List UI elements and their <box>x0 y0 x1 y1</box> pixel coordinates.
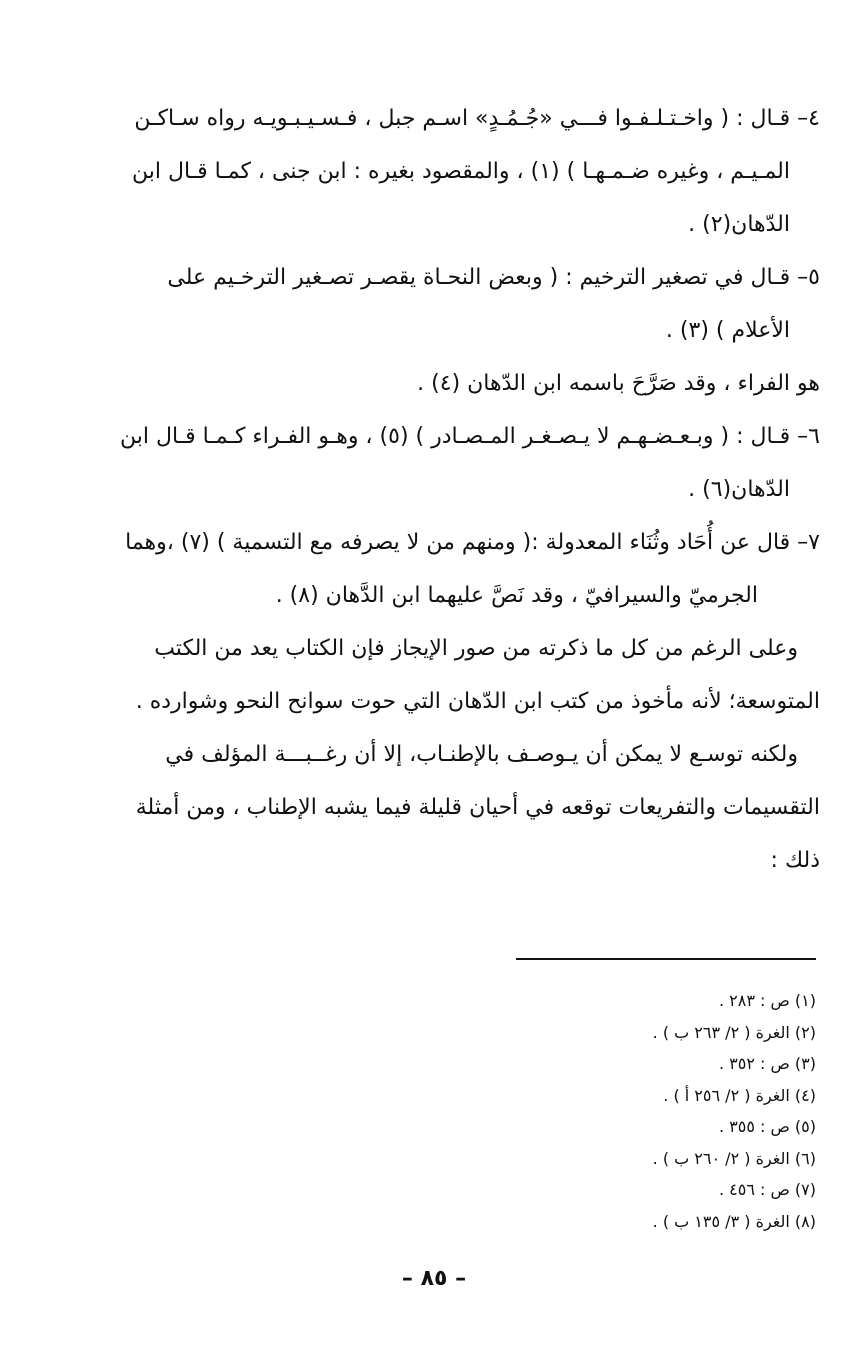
text-line: الأعلام ) (٣) . <box>665 318 790 343</box>
text-line: ولكنه توسـع لا يمكن أن يـوصـف بالإطنـاب، إلا أن رغــبـــة المؤلف في <box>165 742 798 767</box>
text-line: المتوسعة؛ لأنه مأخوذ من كتب ابن الدّهان التي حوت سوانح النحو وشوارده . <box>135 689 820 714</box>
text-line: المـيـم ، وغيره ضـمـهـا ) (١) ، والمقصود بغيره : ابن جنى ، كمـا قـال ابن <box>131 159 790 184</box>
text-line: وعلى الرغم من كل ما ذكرته من صور الإيجاز فإن الكتاب يعد من الكتب <box>154 636 798 661</box>
text-line: الدّهان(٦) . <box>688 477 790 502</box>
text-line: التقسيمات والتفريعات توقعه في أحيان قليلة فيما يشبه الإطناب ، ومن أمثلة <box>135 795 820 820</box>
footnote: (٨) الغرة ( ٣/ ١٣٥ ب ) . <box>652 1211 816 1231</box>
text-line: ذلك : <box>770 848 820 873</box>
text-line: ٧– قال عن أُحَاد وثُنَاء المعدولة :( ومنهم من لا يصرفه مع التسمية ) (٧) ،وهما <box>125 530 820 555</box>
footnote: (٦) الغرة ( ٢/ ٢٦٠ ب ) . <box>652 1148 816 1168</box>
page-number: – ٨٥ – <box>401 1266 467 1291</box>
text-line: الجرميّ والسيرافيّ ، وقد نَصَّ عليهما ابن الدَّهان (٨) . <box>275 583 758 608</box>
footnote: (٧) ص : ٤٥٦ . <box>718 1180 816 1199</box>
text-line: الدّهان(٢) . <box>688 212 790 237</box>
main-text <box>80 92 820 887</box>
footnote: (١) ص : ٢٨٣ . <box>718 991 816 1010</box>
footnote: (٢) الغرة ( ٢/ ٢٦٣ ب ) . <box>652 1022 816 1042</box>
text-line: ٦– قـال : ( وبـعـضـهـم لا يـصـغـر المـصـادر ) (٥) ، وهـو الفـراء كـمـا قـال ابن <box>120 424 820 449</box>
footnote: (٤) الغرة ( ٢/ ٢٥٦ أ ) . <box>663 1085 816 1105</box>
footnote: (٥) ص : ٣٥٥ . <box>718 1117 816 1136</box>
text-line: ٥– قـال في تصغير الترخيم : ( وبعض النحـاة يقصـر تصـغير الترخـيم على <box>167 265 820 290</box>
footnote-separator <box>516 958 816 960</box>
footnote: (٣) ص : ٣٥٢ . <box>718 1054 816 1073</box>
text-line: ٤– قـال : ( واخـتـلـفـوا فـــي «جُـمُـدٍ» اسـم جبل ، فـسـيـبـويـه رواه سـاكـن <box>134 106 820 131</box>
text-line: هو الفراء ، وقد صَرَّحَ باسمه ابن الدّهان (٤) . <box>417 371 820 396</box>
footnotes <box>653 985 816 1237</box>
